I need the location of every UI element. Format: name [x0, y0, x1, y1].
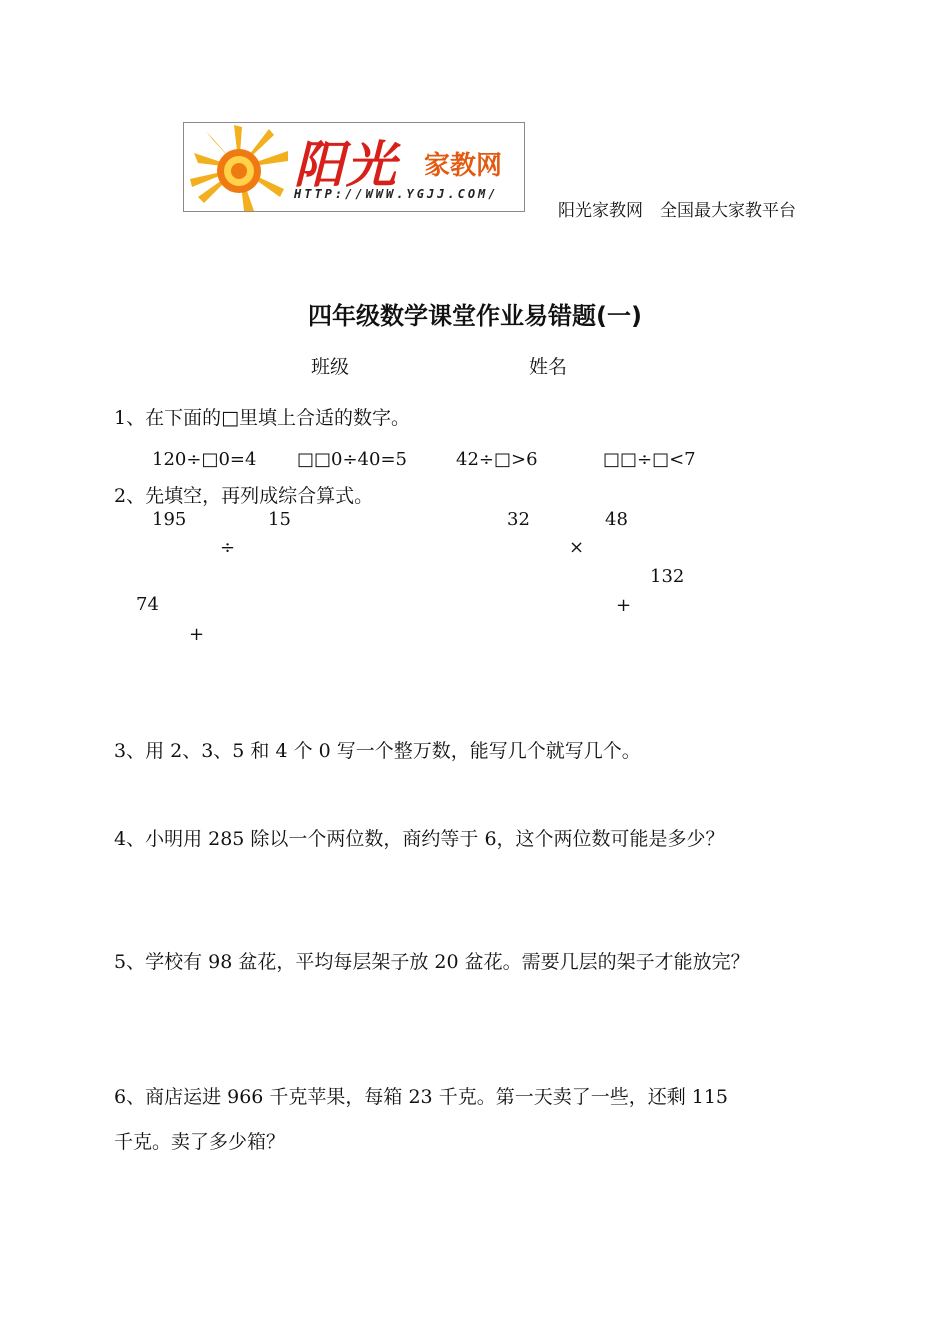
- question-6-line-2: 千克。卖了多少箱？: [114, 1131, 286, 1153]
- q1-equation-1: 120÷□0=4: [152, 449, 257, 470]
- q2-left-operator-1: ÷: [220, 537, 236, 558]
- q2-right-operator-1: ×: [569, 537, 585, 558]
- question-1: 1、在下面的□里填上合适的数字。: [114, 407, 411, 429]
- page-title: 四年级数学课堂作业易错题(一): [308, 302, 642, 330]
- q1-equation-3: 42÷□>6: [456, 449, 538, 470]
- question-4: 4、小明用 285 除以一个两位数，商约等于 6，这个两位数可能是多少？: [114, 828, 725, 850]
- q1-equation-4: □□÷□<7: [603, 449, 696, 470]
- q2-left-number-b: 15: [268, 509, 291, 530]
- q2-left-number-a: 195: [152, 509, 187, 530]
- question-2: 2、先填空，再列成综合算式。: [114, 485, 374, 507]
- q2-left-number-c: 74: [136, 594, 159, 615]
- q2-right-number-a: 32: [507, 509, 530, 530]
- q2-right-operator-2: +: [616, 595, 632, 616]
- tagline: 阳光家教网 全国最大家教平台: [558, 201, 796, 221]
- question-3: 3、用 2、3、5 和 4 个 0 写一个整万数，能写几个就写几个。: [114, 740, 641, 762]
- logo-main-text: 阳光: [294, 136, 398, 194]
- q2-left-operator-2: +: [189, 624, 205, 645]
- logo: [183, 122, 525, 212]
- question-5: 5、学校有 98 盆花，平均每层架子放 20 盆花。需要几层的架子才能放完？: [114, 951, 750, 973]
- logo-sub-text: 家教网: [424, 151, 503, 181]
- q2-right-number-c: 132: [650, 566, 685, 587]
- q1-equation-2: □□0÷40=5: [297, 449, 407, 470]
- sun-icon: [184, 123, 294, 212]
- q2-right-number-b: 48: [605, 509, 628, 530]
- question-6-line-1: 6、商店运进 966 千克苹果，每箱 23 千克。第一天卖了一些，还剩 115: [114, 1086, 728, 1108]
- class-label: 班级: [311, 356, 350, 378]
- logo-url-text: HTTP://WWW.YGJJ.COM/: [294, 187, 499, 201]
- name-label: 姓名: [529, 356, 568, 378]
